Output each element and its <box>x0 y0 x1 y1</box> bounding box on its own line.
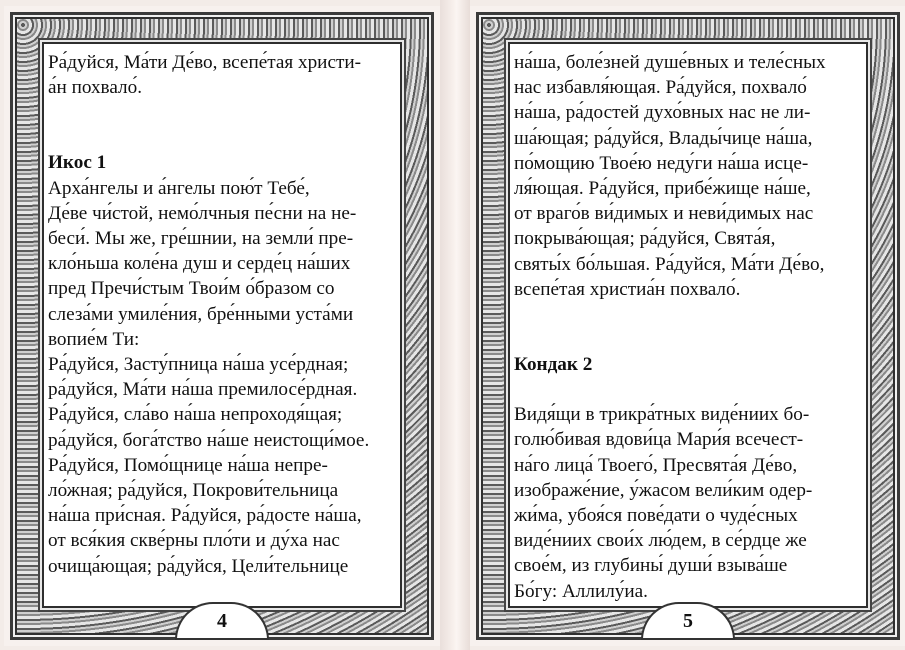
text-line: слеза́ми умиле́ния, бре́нными уста́ми <box>48 303 354 325</box>
text-line: очища́ющая; ра́дуйся, Цели́тельнице <box>48 555 349 577</box>
text-line: ля́ющая. Ра́дуйся, прибе́жище на́ше, <box>514 178 811 200</box>
text-line: жи́ма, убоя́ся пове́дати о чуде́сных <box>514 505 798 527</box>
right-page <box>470 6 905 646</box>
page-number: 4 <box>175 602 269 640</box>
text-line: пред Пречи́стым Твои́м о́бразом со <box>48 278 335 300</box>
text-line: ра́дуйся, бога́тство на́ше неистощи́мое. <box>48 429 370 451</box>
text-line: Ра́дуйся, Засту́пница на́ша усе́рдная; <box>48 354 349 376</box>
text-line: Де́ве чи́стой, немо́лчныя пе́сни на не- <box>48 202 357 224</box>
text-line: Бо́гу: Аллилу́иа. <box>514 580 648 602</box>
text-line: святы́х бо́льшая. Ра́дуйся, Ма́ти Де́во, <box>514 253 825 275</box>
text-line: вопие́м Ти: <box>48 328 140 350</box>
left-page <box>4 6 440 646</box>
text-line: Видя́щи в трикра́тных виде́ниих бо- <box>514 404 810 426</box>
text-line: на́ша, ра́достей духо́вных нас не ли- <box>514 102 811 124</box>
text-line: виде́ниих свои́х лю́дем, в се́рдце же <box>514 530 807 552</box>
text-line: по́мощию Твое́ю неду́ги на́ша исце- <box>514 152 809 174</box>
text-line: голю́бивая вдови́ца Мари́я всечест- <box>514 429 804 451</box>
section-heading: Икос 1 <box>48 152 107 174</box>
left-page-text <box>48 50 400 579</box>
text-line: покрыва́ющая; ра́дуйся, Свята́я, <box>514 228 776 250</box>
text-line: беси́. Мы же, гре́шнии, на земли́ пре- <box>48 228 354 250</box>
text-line: свое́м, из глубины́ души́ взыва́ше <box>514 555 788 577</box>
text-line: а́н похвало́. <box>48 77 143 99</box>
right-page-text <box>514 50 866 604</box>
text-line: Ра́дуйся, Помо́щнице на́ша непре- <box>48 454 328 476</box>
text-line: ша́ющая; ра́дуйся, Влады́чице на́ша, <box>514 127 813 149</box>
text-line: кло́ньша коле́на душ и серде́ц на́ших <box>48 253 351 275</box>
text-line: на́го лица́ Твоего́, Пресвята́я Де́во, <box>514 454 798 476</box>
text-line: Ра́дуйся, Ма́ти Де́во, всепе́тая христи- <box>48 52 362 73</box>
text-line: Ра́дуйся, сла́во на́ша непроходя́щая; <box>48 404 343 426</box>
book-spine <box>440 0 470 650</box>
text-line: изображе́ние, у́жасом вели́ким одер- <box>514 479 813 501</box>
text-line: от враго́в ви́димых и неви́димых нас <box>514 203 814 225</box>
text-line: нас избавля́ющая. Ра́дуйся, похвало́ <box>514 77 807 99</box>
text-line: на́ша при́сная. Ра́дуйся, ра́досте на́ша, <box>48 505 362 527</box>
text-line: ра́дуйся, Ма́ти на́ша премилосе́рдная. <box>48 379 358 401</box>
text-line: от вся́кия скве́рны пло́ти и ду́ха нас <box>48 530 340 552</box>
text-line: на́ша, боле́зней душе́вных и теле́сных <box>514 52 826 73</box>
page-number: 5 <box>641 602 735 640</box>
text-line: ло́жная; ра́дуйся, Покрови́тельница <box>48 480 339 502</box>
text-line: всепе́тая христиа́н похвало́. <box>514 278 741 300</box>
text-line: Арха́нгелы и а́нгелы пою́т Тебе́, <box>48 177 310 199</box>
section-heading: Кондак 2 <box>514 354 593 376</box>
